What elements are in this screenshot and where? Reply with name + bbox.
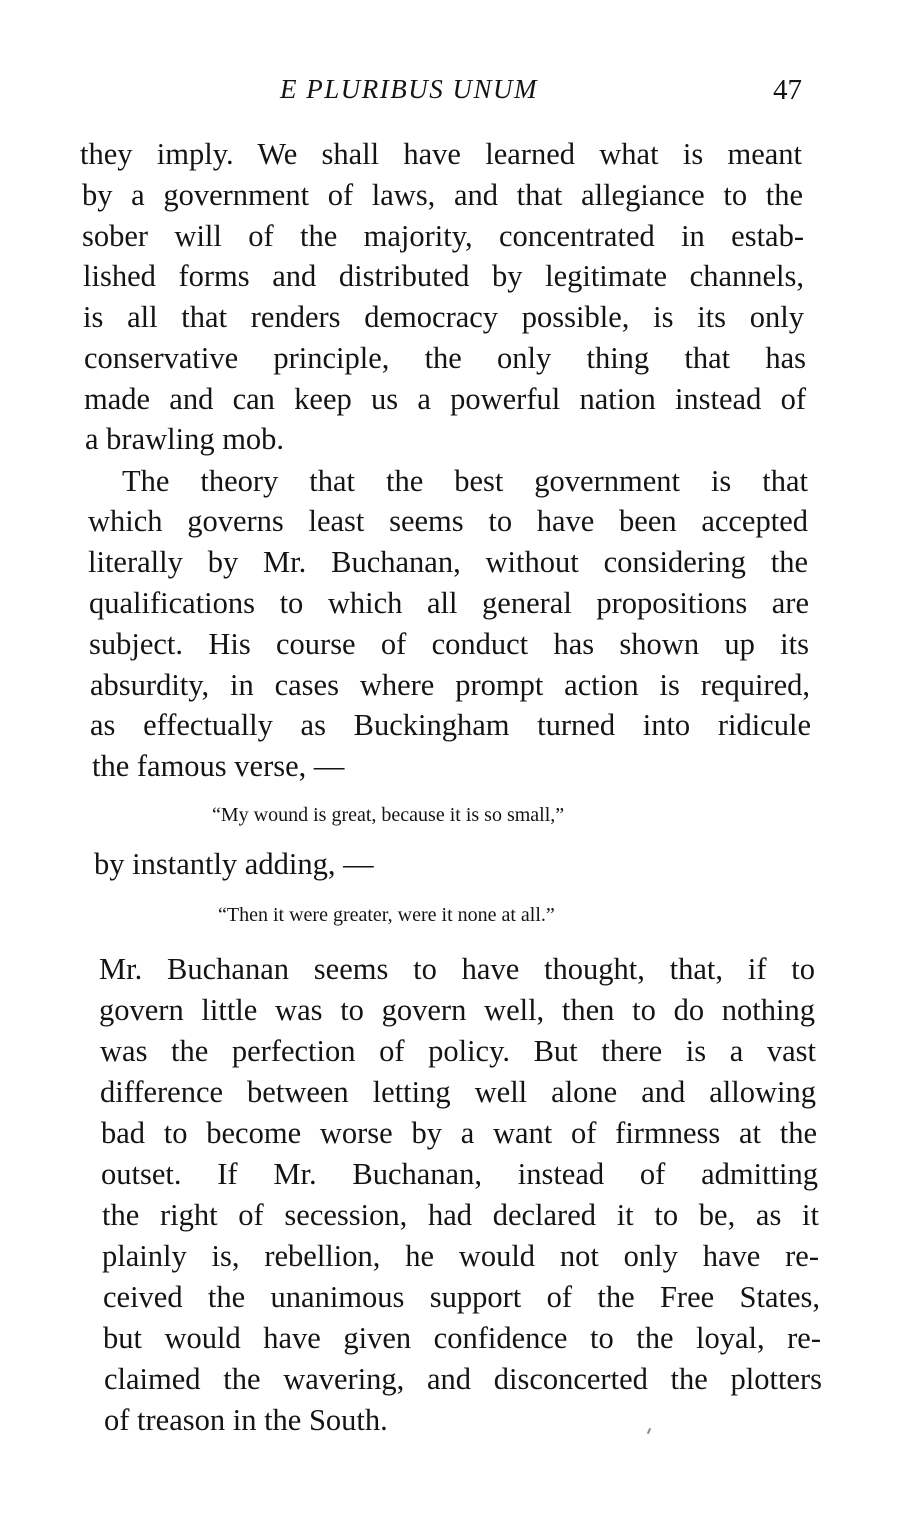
running-head	[80, 74, 802, 114]
text-line: by instantly adding, —	[94, 847, 374, 881]
text-line: of treason in the South.	[104, 1403, 388, 1437]
text-line: outset. If Mr. Buchanan, instead of admitting	[101, 1157, 818, 1191]
running-title: E PLURIBUS UNUM	[280, 74, 538, 104]
page-number: 47	[773, 74, 802, 106]
text-line: which governs least seems to have been accepted	[88, 504, 808, 538]
text-line: qualifications to which all general propositions are	[89, 586, 809, 620]
text-line: as effectually as Buckingham turned into ridicule	[90, 708, 811, 742]
verse-quotation: “Then it were greater, were it none at all.”	[218, 904, 555, 926]
text-line: sober will of the majority, concentrated in estab-	[82, 219, 804, 253]
text-line: conservative principle, the only thing that has	[84, 341, 806, 375]
text-line: made and can keep us a powerful nation instead of	[84, 382, 806, 416]
text-line: subject. His course of conduct has shown up its	[89, 627, 809, 661]
text-line: a brawling mob.	[85, 422, 285, 456]
text-line: ceived the unanimous support of the Free States,	[103, 1280, 820, 1314]
text-line: by a government of laws, and that allegiance to the	[82, 178, 803, 212]
text-line: the right of secession, had declared it to be, as it	[102, 1198, 819, 1232]
text-line: govern little was to govern well, then to do nothing	[99, 993, 815, 1027]
text-line: is all that renders democracy possible, is its only	[83, 300, 804, 334]
text-line: was the perfection of policy. But there is a vast	[100, 1034, 816, 1068]
paper-speck	[647, 1428, 651, 1434]
text-line: lished forms and distributed by legitimate channels,	[83, 259, 804, 293]
text-line: but would have given confidence to the loyal, re-	[103, 1321, 821, 1355]
text-line: difference between letting well alone and allowing	[100, 1075, 816, 1109]
verse-quotation: “My wound is great, because it is so small,”	[212, 804, 565, 826]
text-line: claimed the wavering, and disconcerted the plotters	[104, 1362, 822, 1396]
text-line: literally by Mr. Buchanan, without considering the	[88, 545, 808, 579]
text-line: plainly is, rebellion, he would not only have re-	[102, 1239, 819, 1273]
text-line: the famous verse, —	[92, 749, 345, 783]
text-line: The theory that the best government is that	[122, 464, 808, 498]
text-line: they imply. We shall have learned what is meant	[80, 137, 802, 171]
text-line: bad to become worse by a want of firmness at the	[101, 1116, 817, 1150]
text-line: Mr. Buchanan seems to have thought, that, if to	[99, 952, 815, 986]
text-line: absurdity, in cases where prompt action is required,	[90, 668, 810, 702]
